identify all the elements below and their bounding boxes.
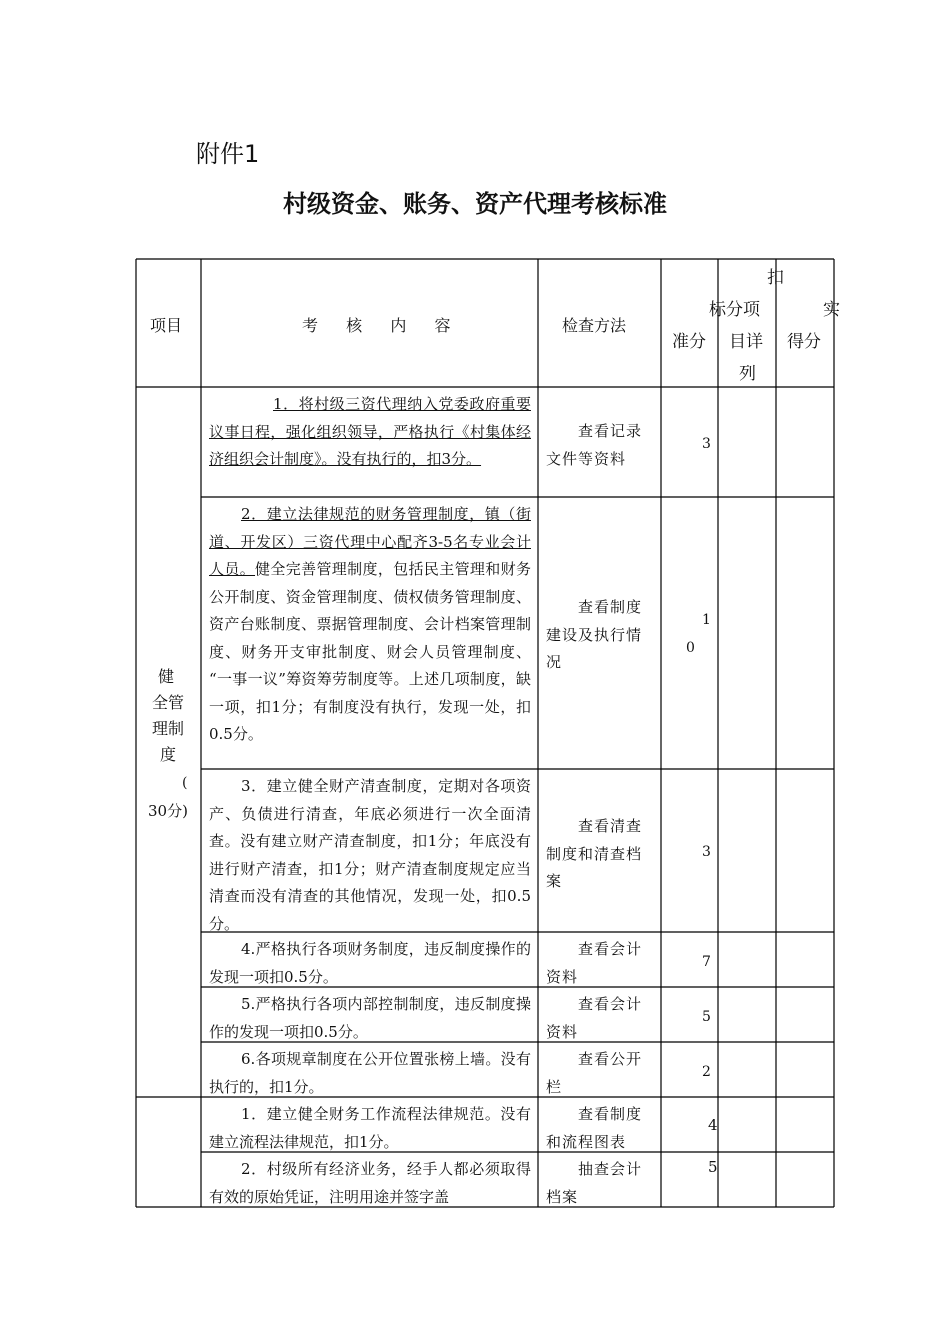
row-6-score: 2 [702,1064,711,1080]
row-4-content: 4.严格执行各项财务制度，违反制度操作的发现一项扣0.5分。 [209,940,531,986]
header-method: 检查方法 [562,316,627,335]
row-2-score-a: 1 [702,612,711,628]
row-1-method: 查看记录文件等资料 [546,422,643,468]
row-2-content-underlined: 2．建立法律规范的财务管理制度，镇（街道、开发区）三资代理中心配齐3-5名专业会计人员。 [209,505,531,578]
header-project: 项目 [150,316,183,335]
row-1-content-underlined: 1．将村级三资代理纳入党委政府重要议事日程，强化组织领导，严格执行《村集体经济组织会计制度》。没有执行的，扣3分。 [209,395,531,468]
row-3-content: 3．建立健全财产清查制度，定期对各项资产、负债进行清查，年底必须进行一次全面清查。没有建立财产清查制度，扣1分；年底没有进行财产清查，扣1分；财产清查制度规定应当清查而没有清查的其他情况，发现一处，扣0.5分。 [209,777,531,933]
row-3-method: 查看清查制度和清查档案 [546,817,643,890]
section-name-line-6: 30分) [148,802,188,820]
annex-label: 附件1 [196,140,260,168]
row-1-content [209,391,531,474]
row-1-score: 3 [702,436,711,452]
header-deduct-line-4: 列 [739,364,756,384]
row-7-method: 查看制度和流程图表 [546,1105,643,1151]
row-2-method: 查看制度建设及执行情况 [546,598,643,671]
row-4-score: 7 [702,954,711,970]
header-actual-bottom: 得分 [787,332,821,352]
header-actual-top: 实 [823,300,840,320]
header-deduct-line-3: 目详 [729,332,763,352]
section-name-line-1: 健 [158,667,175,686]
row-6-content: 6.各项规章制度在公开位置张榜上墙。没有执行的，扣1分。 [209,1050,531,1096]
header-content: 考 核 内 容 [302,316,457,335]
header-standard-top: 标 [709,300,726,320]
section-name-line-3: 理制 [151,719,184,738]
row-5-method: 查看会计资料 [546,995,643,1041]
header-standard-bottom: 准分 [672,332,706,352]
row-2-score-b: 0 [686,640,695,656]
row-2-content [209,501,531,749]
row-3-score: 3 [702,844,711,860]
row-8-content: 2．村级所有经济业务，经手人都必须取得有效的原始凭证，注明用途并签字盖 [209,1160,531,1206]
row-7-score: 4 [708,1116,718,1134]
row-8-method: 抽查会计档案 [546,1160,643,1206]
header-deduct-line-1: 扣 [767,268,784,288]
row-4-method: 查看会计资料 [546,940,643,986]
row-6-method: 查看公开栏 [546,1050,643,1096]
header-deduct-line-2: 分项 [726,300,760,320]
row-5-content: 5.严格执行各项内部控制制度，违反制度操作的发现一项扣0.5分。 [209,995,531,1041]
section-name-line-4: 度 [159,745,176,764]
row-2-content-rest: 健全完善管理制度，包括民主管理和财务公开制度、资金管理制度、债权债务管理制度、资产台账制度、票据管理制度、会计档案管理制度、财务开支审批制度、财会人员管理制度、 “一事一议”筹资筹劳制度等。上述几项制度，缺一项，扣1分；有制度没有执行，发现一处，扣0.5分。 [209,560,531,743]
section-name-line-5: ( [182,775,188,791]
row-5-score: 5 [702,1009,711,1025]
section-name-line-2: 全管 [151,693,184,712]
document-title: 村级资金、账务、资产代理考核标准 [283,190,667,218]
row-7-content: 1．建立健全财务工作流程法律规范。没有建立流程法律规范，扣1分。 [209,1105,531,1151]
row-8-score: 5 [708,1158,718,1176]
